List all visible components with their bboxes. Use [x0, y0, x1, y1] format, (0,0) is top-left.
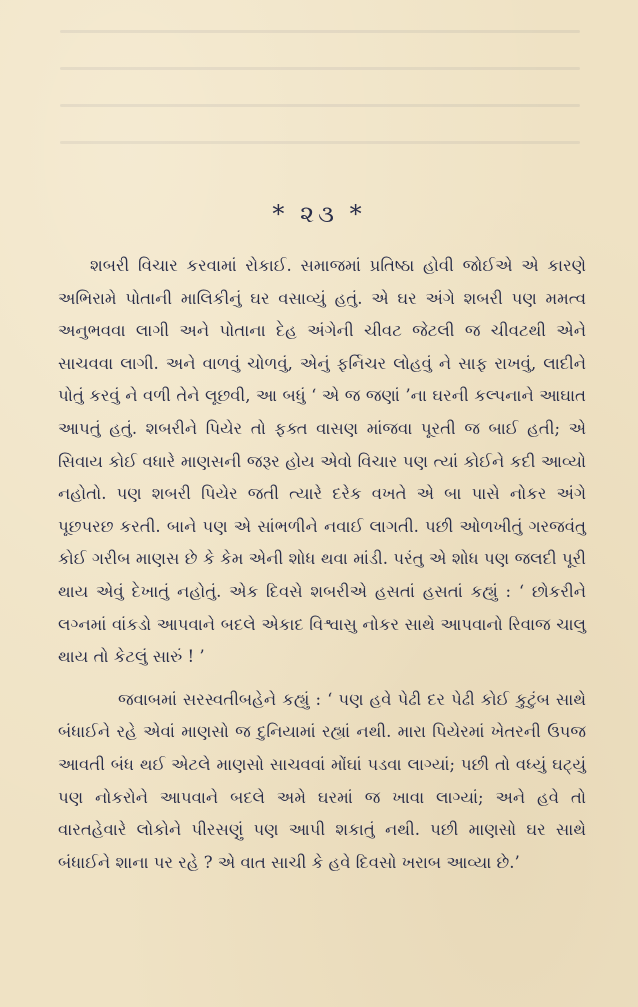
- paragraph-2: જવાબમાં સરસ્વતીબહેને કહ્યું : ‘ પણ હવે પેઢી દર પેઢી કોઈ કુટુંબ સાથે બંધાઈને રહે એવાં માણસો જ દુનિયામાં રહ્યાં નથી. મારા પિયેરમાં ખેતરની ઉપજ આવતી બંધ થઈ એટલે માણસો સાચવવાં મોંઘાં પડવા લાગ્યાં; પછી તો વધ્યું ઘટ્યું પણ નોકરોને આપવાને બદલે અમે ઘરમાં જ ખાવા લાગ્યાં; અને હવે તો વારતહેવારે લોકોને પીરસણું પણ આપી શકાતું નથી. પછી માણસો ઘર સાથે બંધાઈને શાના પર રહે ? એ વાત સાચી કે હવે દિવસો ખરાબ આવ્યા છે.’: [58, 689, 586, 872]
- body-text: [58, 250, 586, 889]
- chapter-heading: * ૨૩ *: [272, 200, 366, 228]
- paragraph-1: શબરી વિચાર કરવામાં રોકાઈ. સમાજમાં પ્રતિષ્ઠા હોવી જોઈએ એ કારણે અભિરામે પોતાની માલિકીનું ઘર વસાવ્યું હતું. એ ઘર અંગે શબરી પણ મમત્વ અનુભવવા લાગી અને પોતાના દેહ અંગેની ચીવટ જેટલી જ ચીવટથી એને સાચવવા લાગી. અને વાળવું ચોળવું, એનું ફર્નિચર લોહવું ને સાફ રાખવું, લાદીને પોતું કરવું ને વળી તેને લૂછવી, આ બધું ‘ એ જ જણાં ’ના ઘરની કલ્પનાને આઘાત આપતું હતું. શબરીને પિયેર તો ફક્ત વાસણ માંજવા પૂરતી જ બાઈ હતી; એ સિવાય કોઈ વધારે માણસની જરૂર હોય એવો વિચાર પણ ત્યાં કોઈને કદી આવ્યો નહોતો. પણ શબરી પિયેર જતી ત્યારે દરેક વખતે એ બા પાસે નોકર અંગે પૂછપરછ કરતી. બાને પણ એ સાંભળીને નવાઈ લાગતી. પછી ઓળખીતું ગરજવંતુ કોઈ ગરીબ માણસ છે કે કેમ એની શોધ થવા માંડી. પરંતુ એ શોધ પણ જલદી પૂરી થાય એવું દેખાતું નહોતું. એક દિવસે શબરીએ હસતાં હસતાં કહ્યું : ‘ છોકરીને લગ્નમાં વાંકડો આપવાને બદલે એકાદ વિશ્વાસુ નોકર સાથે આપવાનો રિવાજ ચાલુ થાય તો કેટલું સારું ! ’: [58, 256, 586, 667]
- show-through-text: [60, 30, 580, 180]
